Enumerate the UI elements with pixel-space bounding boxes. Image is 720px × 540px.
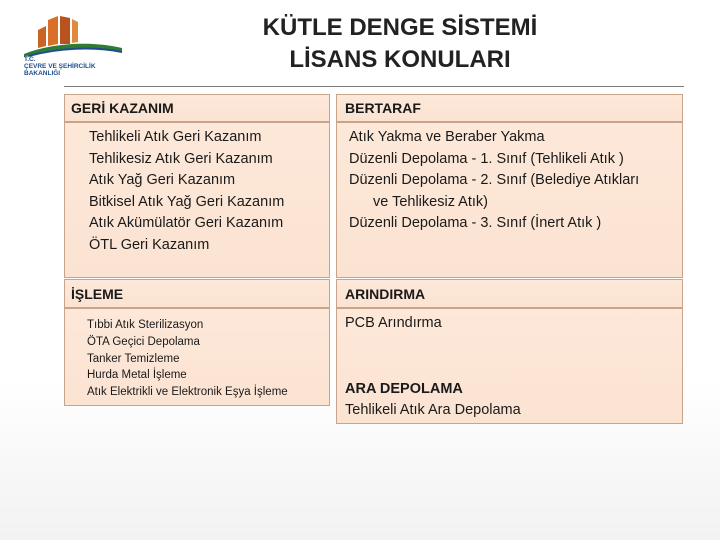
page-title bbox=[200, 12, 600, 76]
list-item: Atık Yakma ve Beraber Yakma bbox=[349, 129, 545, 145]
isleme-list bbox=[64, 308, 330, 406]
arindirma-header: ARINDIRMA bbox=[345, 286, 426, 302]
list-item: Atık Akümülatör Geri Kazanım bbox=[89, 215, 284, 232]
list-item: Düzenli Depolama - 1. Sınıf (Tehlikeli Atık ) bbox=[349, 150, 624, 167]
list-item: Hurda Metal İşleme bbox=[87, 369, 187, 382]
isleme-header: İŞLEME bbox=[71, 286, 124, 302]
bertaraf-list bbox=[336, 122, 683, 278]
logo-line-2: ÇEVRE VE ŞEHİRCİLİK bbox=[24, 63, 96, 70]
ministry-emblem-icon bbox=[18, 14, 128, 58]
bertaraf-header: BERTARAF bbox=[345, 100, 421, 116]
title-line-2: LİSANS KONULARI bbox=[289, 46, 511, 73]
list-item: Düzenli Depolama - 2. Sınıf (Belediye Atıkları bbox=[349, 172, 640, 189]
list-item: Tehlikeli Atık Ara Depolama bbox=[345, 402, 521, 418]
bertaraf-header-box bbox=[336, 94, 683, 122]
list-item: Atık Elektrikli ve Elektronik Eşya İşleme bbox=[87, 386, 288, 399]
list-item: PCB Arındırma bbox=[345, 315, 442, 331]
geri-kazanim-header: GERİ KAZANIM bbox=[71, 100, 174, 116]
list-item: Tehlikeli Atık Geri Kazanım bbox=[89, 129, 262, 145]
geri-kazanim-header-box bbox=[64, 94, 330, 122]
logo-line-3: BAKANLIĞI bbox=[24, 70, 61, 77]
list-item: ve Tehlikesiz Atık) bbox=[373, 193, 488, 210]
list-item: Düzenli Depolama - 3. Sınıf (İnert Atık ) bbox=[349, 215, 602, 232]
list-item: ÖTA Geçici Depolama bbox=[87, 335, 200, 348]
list-item: Atık Yağ Geri Kazanım bbox=[89, 172, 236, 189]
list-item: Tanker Temizleme bbox=[87, 352, 180, 365]
geri-kazanim-list bbox=[64, 122, 330, 278]
logo-line-1: T.C. bbox=[24, 56, 36, 63]
title-divider bbox=[64, 86, 684, 87]
ministry-logo bbox=[18, 14, 128, 76]
ara-depolama-header: ARA DEPOLAMA bbox=[345, 381, 463, 397]
list-item: Tehlikesiz Atık Geri Kazanım bbox=[89, 150, 273, 167]
list-item: Tıbbi Atık Sterilizasyon bbox=[87, 319, 204, 331]
title-line-1: KÜTLE DENGE SİSTEMİ bbox=[262, 14, 538, 41]
list-item: Bitkisel Atık Yağ Geri Kazanım bbox=[89, 193, 285, 210]
list-item: ÖTL Geri Kazanım bbox=[89, 236, 210, 253]
arindirma-body bbox=[336, 308, 683, 424]
isleme-header-box bbox=[64, 279, 330, 308]
arindirma-header-box bbox=[336, 279, 683, 308]
